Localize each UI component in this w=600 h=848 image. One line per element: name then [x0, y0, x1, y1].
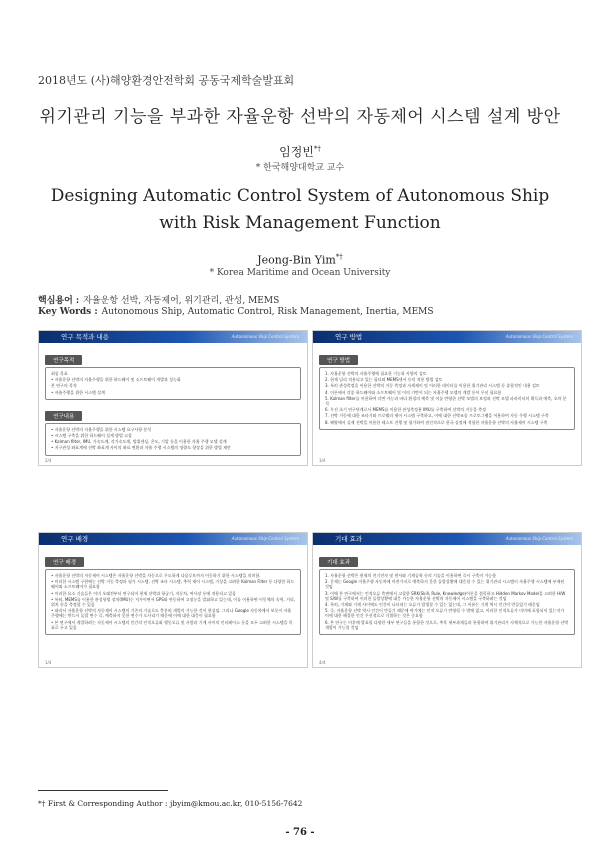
slide-body — [319, 549, 575, 656]
list-item: 3. 특히 관성측정을 이용한 선박의 거동 측정과 자세제어 및 이러한 데이터를 이용한 위기관리 시스템 등 종합적인 내용 검토 — [325, 383, 540, 389]
page-number: - 76 - — [285, 827, 315, 838]
list-item: 7. 선박 거동에 대한 조타기와 프로펠러 제어 시스템 구축하고, 이에 대한 선박조종 프로토그램을 이용하여 자동 주행 시스템 구축 — [325, 413, 549, 419]
slide-header — [39, 331, 307, 343]
section-box — [45, 423, 301, 456]
section-tab: 기대 효과 — [319, 557, 358, 567]
slide-expected-effects — [312, 532, 582, 668]
list-item: • 지구관성 좌표계에 선박 좌표계 사이의 좌표 변환과 자율 주행 시스템의 정량도 향상을 위한 방법 제안 — [51, 445, 231, 451]
slide-title: 기대 효과 — [335, 535, 363, 543]
slide-subtitle: Autonomous Ship Control System — [505, 334, 573, 339]
title-english-line2: with Risk Management Function — [159, 213, 441, 233]
list-item: • 시스템 구축을 위한 하드웨어 설계 방법 고찰 — [51, 433, 132, 439]
footnote-rule — [38, 790, 168, 791]
author-english — [0, 253, 600, 267]
list-item: 5. Kalman filter를 이용하여 각변 가능과 바다 환경의 예측 및 이를 반영한 선박 모델의 보정과 선박 모델 파라미터의 획득과 예측, 오차 분석 — [325, 395, 567, 407]
slide-page-number: 2/4 — [45, 458, 52, 463]
slide-body — [319, 347, 575, 454]
list-item: • 자율주행을 위한 시스템 설계 — [51, 389, 105, 395]
author-english-mark: *† — [335, 253, 343, 261]
list-item: 5. 즉, 자율운항 선박 역시 인간이 만들기 때문에 여기에는 인적 오류가 반영될 수 밖에 없고, 이러한 인적오류가 미미에 포함되어 있는지가 이에 대한 해결한 인간 우선적으로 식별하는 것은 중요함 — [325, 608, 565, 619]
slide-page-number: 4/4 — [319, 660, 326, 665]
author-korean-mark: *† — [313, 145, 321, 153]
affiliation-english: * Korea Maritime and Ocean University — [209, 268, 391, 278]
list-item: 1. 자율운항 선박은 현재의 전기전자 및 센서와 기계공학 등의 기술을 이용하면 즉시 구축이 가능함 — [325, 573, 497, 578]
list-item: 본 연구의 목적 — [51, 383, 77, 389]
list-item: • 자율운항 선박의 자동제어 시스템은 자율운항 선박을 자동으로 무도하게 다음루트까지 이동하기 위한 시스템을 의미함. — [51, 573, 261, 578]
list-item: • 이러한 시스템 구현에는 선박 거동 측정과 평가 시스템, 선박 조타 시스템, 추력 제어 시스템, 기상을 고려한 Kalman Filter 등 다양한 하드웨어와 소프트웨어가 필요함 — [51, 579, 295, 590]
author-korean-name: 임정빈 — [279, 145, 314, 159]
keywords-korean-text: 자율운항 선박, 자동제어, 위기관리, 관성, MEMS — [83, 296, 280, 306]
list-item: • 특히, MEMS를 이용한 관성항법 장치(IMU)는 저가이면서 GPS와 연동하여 고정농을 발휘하고 있는데, 이를 이용하면 이동체의 속력, 거리, 위치 등을 측정할 수 있음 — [51, 596, 295, 608]
slide-page-number: 1/4 — [45, 660, 52, 665]
section-tab: 연구내용 — [45, 411, 82, 421]
list-item: 6. 우선 초기 연구단계로서 MEMS를 이용한 관성측정용 IMU를 구축하여 선박의 거동을 측정 — [325, 407, 486, 413]
list-item: 2. 문제는 Google 자율주행 자동차에 마찬가지로 예측하지 못한 돌발상황에 대응할 수 있는 위기관리 시스템이 자율주행 시스템에 부재된 것임 — [325, 579, 565, 590]
list-item: • Kalman filter, IMU, 가속도계, 각가속도계, 방위센싱, 온도, 기압 등을 이용한 자율 주행 모델 설계 — [51, 439, 227, 445]
slide-subtitle: Autonomous Ship Control System — [505, 536, 573, 541]
slide-subtitle: Autonomous Ship Control System — [231, 334, 299, 339]
list-item: • 본 연구에서 개발하려는 자동제어 시스템의 인간의 인적오류와 행동오류 및 사람과 기계 사이의 인터페이스 등을 모두 고려한 시스템을 목표로 두고 있음 — [51, 619, 293, 630]
conference-name: 2018년도 (사)해양환경안전학회 공동국제학술발표회 — [38, 74, 295, 87]
list-item: 4. 특히, 기계와 기계 사이에도 인간이 나타내는 오류가 발생할 수 있는 없는데, 그 이유는 기계 역시 인간이 만들었기 때문임 — [325, 602, 540, 608]
slide-body — [45, 549, 301, 656]
section-box — [319, 569, 575, 635]
section-box — [45, 367, 301, 400]
section-tab: 연구 배경 — [45, 557, 84, 567]
keywords-korean-label: 핵심용어 : — [38, 296, 80, 306]
slide-header — [39, 533, 307, 545]
section-tab: 연구목적 — [45, 355, 82, 365]
slide-header — [313, 533, 581, 545]
list-item: 2. 현재 널리 적용되고 있는 필터와 MEMS센서 등의 적용 방법 검토 — [325, 377, 443, 383]
list-item: 8. 해양에서 실제 선박을 이용한 테스트 진행 및 평가하여 점진적으로 한국 실정에 적합한 자율운항 선박의 자율제어 시스템 구축 — [325, 419, 548, 425]
slide-research-method — [312, 330, 582, 466]
list-item: 4. 이론에서 각종 하드웨어와 소프트웨어 및 이의 기반이 되는 자율주행 모델의 개발 등이 우선 필요함 — [325, 389, 502, 395]
affiliation-korean: * 한국해양대학교 교수 — [255, 163, 345, 173]
keywords-korean — [38, 293, 279, 306]
slide-research-purpose — [38, 330, 308, 466]
list-item: 3. 이에 본 연구에서는 인적오류 측면에서 고찰한 SRK(Skill, Rule, Knowledge)이론을 접목하고 Hidden Markov Model을 고려한 H/W 및 S/W를 구축하여 이러한 돌발상황에 대응 가능한 자율운항 선박의 자동제어 시스템을 구축하려는 것임 — [325, 590, 566, 601]
title-korean: 위기관리 기능을 부과한 자율운항 선박의 자동제어 시스템 설계 방안 — [39, 107, 561, 127]
list-item: • 이러한 요소 기술들은 이미 오래전부터 연구되어 현재 선박과 항공기, 자동차, 여사장 등에 적용되고 있음 — [51, 590, 236, 596]
keywords-english — [38, 307, 434, 317]
slide-header — [313, 331, 581, 343]
keywords-english-label: Key Words : — [38, 307, 98, 317]
slide-research-background — [38, 532, 308, 668]
slide-body — [45, 347, 301, 454]
list-item: 1. 자율운항 선박의 자율주행에 필요한 기능과 사양의 검토 — [325, 371, 427, 376]
list-item: 6. 본 연구는 이후에 발표될 다양한 세부 연구들을 통합한 것으로, 추후 세부과제들과 통합하여 위기관리가 자체적으로 가능한 자율운항 선박 개발이 가능할 것임 — [325, 619, 569, 630]
list-item: • 자율운항 선박의 자율주행을 위한 하드웨어 및 소프트웨어 개발과 성능화 — [51, 377, 181, 383]
author-english-name: Jeong-Bin Yim — [257, 253, 336, 267]
section-box — [45, 569, 301, 635]
list-item: 최종 목표 — [51, 371, 68, 376]
section-tab: 연구 방법 — [319, 355, 358, 365]
slide-title: 연구 배경 — [61, 535, 89, 543]
slide-title: 연구 목적과 내용 — [61, 333, 110, 341]
footnote-author-contact: *† First & Corresponding Author : jbyim@kmou.ac.kr, 010-5156-7642 — [38, 799, 303, 808]
list-item: • 따라서 자율운항 선박의 자동제어 시스템의 기존의 기술로도 충분히 개발이 가능한 것이 현실임. 그러나 Google 자동차에서 보듯이 자율주행에는 반드시 돌발 변수 즉, 예측하지 못한 변수가 도사리기 때문에 이에 대한 대응이 필요함 — [51, 608, 292, 619]
slide-subtitle: Autonomous Ship Control System — [231, 536, 299, 541]
list-item: • 자율운항 선박의 자율주행을 위한 시스템 요구사항 분석 — [51, 426, 152, 432]
author-korean — [0, 143, 600, 160]
slide-page-number: 3/4 — [319, 458, 326, 463]
title-english-line1: Designing Automatic Control System of Autonomous Ship — [50, 186, 550, 206]
keywords-english-text: Autonomous Ship, Automatic Control, Risk Management, Inertia, MEMS — [101, 307, 434, 317]
slide-title: 연구 방법 — [335, 333, 363, 341]
section-box — [319, 367, 575, 430]
